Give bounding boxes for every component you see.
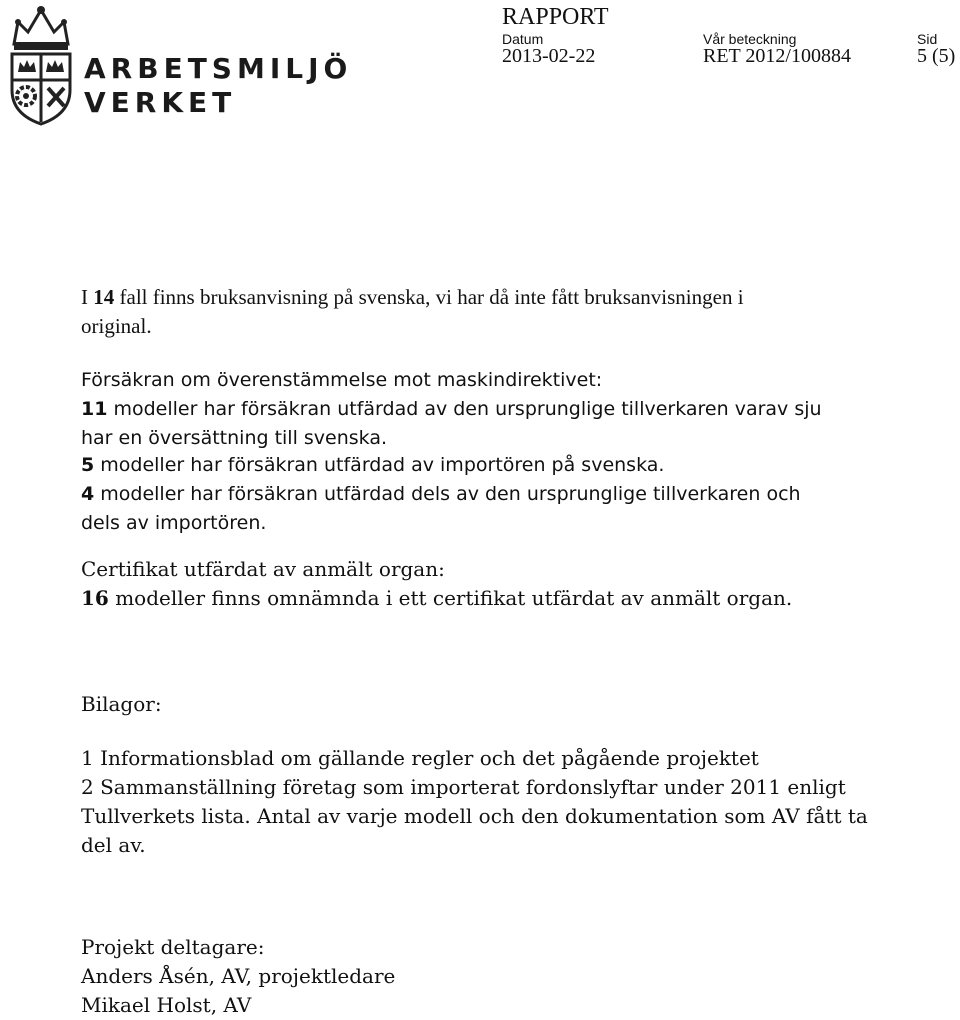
participant-2: Mikael Holst, AV <box>81 993 252 1017</box>
certificate-heading: Certifikat utfärdat av anmält organ: <box>81 557 445 581</box>
attachment-item-2-line-1: 2 Sammanställning företag som importerat fordonslyftar under 2011 enligt <box>81 775 846 799</box>
intro-count: 14 <box>93 285 115 309</box>
intro-line-2: original. <box>81 314 152 338</box>
document-type: RAPPORT <box>502 4 609 30</box>
intro-paragraph <box>81 283 881 341</box>
crown-shield-emblem-icon <box>4 4 78 126</box>
declaration-heading: Försäkran om överenstämmelse mot maskindirektivet: <box>81 369 603 391</box>
declaration-section <box>81 366 881 538</box>
date-label: Datum <box>502 31 544 47</box>
intro-line-1: I 14 fall finns bruksanvisning på svenska, vi har då inte fått bruksanvisningen i <box>81 285 744 309</box>
attachment-item-2-line-2: Tullverkets lista. Antal av varje modell och den dokumentation som AV fått ta <box>81 804 868 828</box>
org-name-line2: VERKET <box>84 86 237 119</box>
reference-value: RET 2012/100884 <box>703 45 851 67</box>
date-value: 2013-02-22 <box>502 45 596 67</box>
certificate-section <box>81 555 881 613</box>
declaration-item-2: 5 modeller har försäkran utfärdad av importören på svenska. <box>81 454 665 476</box>
declaration-item-1: 11 modeller har försäkran utfärdad av den ursprunglige tillverkaren varav sju <box>81 398 822 420</box>
attachment-item-2-line-3: del av. <box>81 833 146 857</box>
page-label: Sid <box>917 31 938 47</box>
org-name-line1: ARBETSMILJÖ <box>84 52 353 85</box>
attachments-list <box>81 744 881 860</box>
reference-label: Vår beteckning <box>703 31 797 47</box>
attachments-heading: Bilagor: <box>81 692 162 716</box>
agency-logo <box>0 0 353 130</box>
page-value: 5 (5) <box>917 45 956 67</box>
certificate-item: 16 modeller finns omnämnda i ett certifikat utfärdat av anmält organ. <box>81 586 793 610</box>
participant-1: Anders Åsén, AV, projektledare <box>81 964 396 988</box>
participants-section <box>81 933 881 1020</box>
declaration-item-3: 4 modeller har försäkran utfärdad dels av den ursprunglige tillverkaren och <box>81 483 801 505</box>
participants-heading: Projekt deltagare: <box>81 935 265 959</box>
declaration-item-3-cont: dels av importören. <box>81 512 267 534</box>
declaration-item-1-cont: har en översättning till svenska. <box>81 427 388 449</box>
attachment-item-1: 1 Informationsblad om gällande regler och det pågående projektet <box>81 746 759 770</box>
